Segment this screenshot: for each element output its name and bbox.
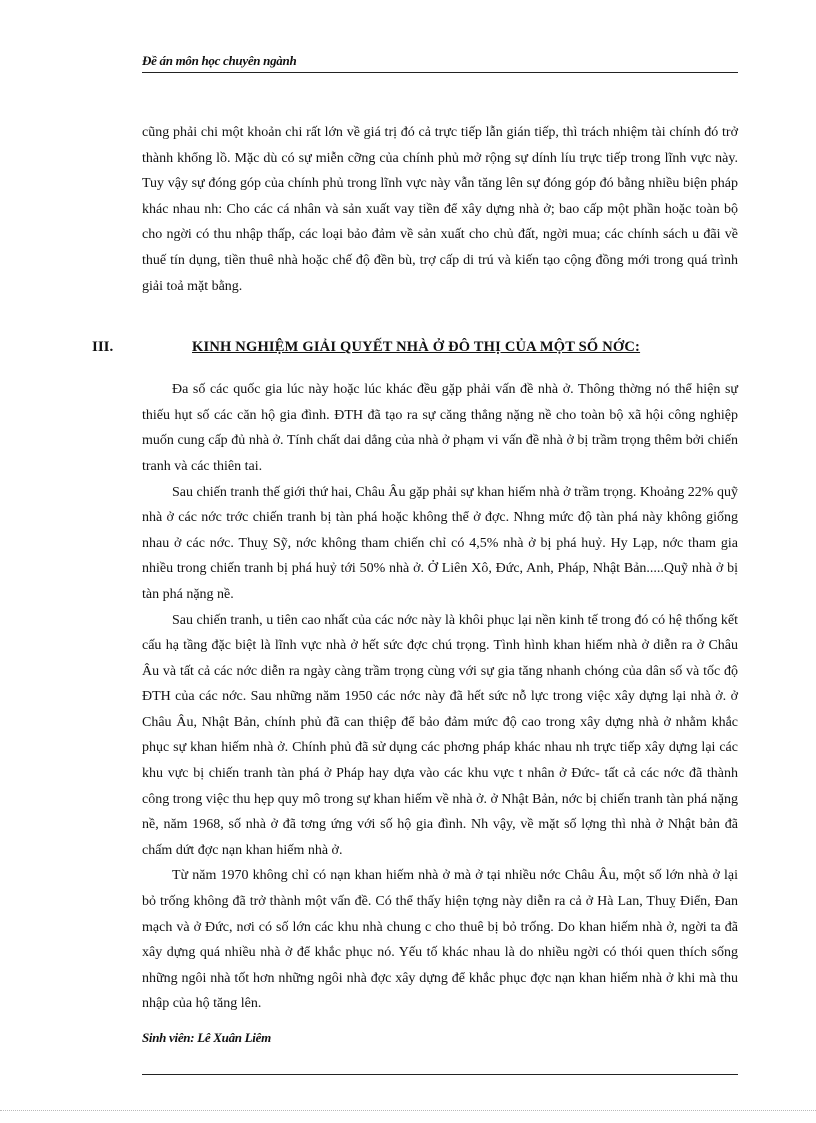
document-body [92, 120, 738, 1017]
section-heading [92, 331, 738, 371]
body-paragraph: Từ năm 1970 không chỉ có nạn khan hiếm nhà ở mà ở tại nhiều nớc Châu Âu, một số lớn nhà ở lại bỏ trống không đã trở thành một vấn đề. Có thể thấy hiện tợng này diễn ra cả ở Hà Lan, Thuỵ Điển, Đan mạch và ở Đức, nơi có số lớn các khu nhà chung c cho thuê bị bỏ trống. Do khan hiếm nhà ở, ngời ta đã xây dựng quá nhiều nhà ở để khắc phục nó. Yếu tố khác nhau là do nhiều ngời có thói quen thích sống những ngôi nhà tốt hơn những ngôi nhà đợc xây dựng để khắc phục đợc nạn khan hiếm nhà ở khi mà thu nhập của hộ tăng lên. [142, 868, 738, 1012]
section-number: III. [92, 339, 114, 356]
body-paragraph: Đa số các quốc gia lúc này hoặc lúc khác đều gặp phải vấn đề nhà ở. Thông thờng nó thể hiện sự thiếu hụt số các căn hộ gia đình. ĐTH đã tạo ra sự căng thẳng nặng nề cho toàn bộ xã hội công nghiệp muốn cung cấp đủ nhà ở. Tính chất dai dẳng của nhà ở phạm vi vấn đề nhà ở bị trầm trọng thêm bởi chiến tranh và các thiên tai. [142, 382, 738, 474]
page-bottom-divider [0, 1110, 816, 1111]
header-title: Đề án môn học chuyên ngành [142, 53, 297, 68]
page-footer [142, 1030, 738, 1075]
body-paragraph: Sau chiến tranh, u tiên cao nhất của các nớc này là khôi phục lại nền kinh tế trong đó có hệ thống kết cấu hạ tầng đặc biệt là lĩnh vực nhà ở hết sức đợc chú trọng. Tình hình khan hiếm nhà ở diễn ra ở Châu Âu và tất cả các nớc diễn ra ngày càng trầm trọng cùng với sự gia tăng nhanh chóng của dân số và tốc độ ĐTH của các nớc. Sau những năm 1950 các nớc này đã hết sức nỗ lực trong việc xây dựng lại nhà ở. ở Châu Âu, Nhật Bản, chính phủ đã can thiệp để bảo đảm mức độ cao trong xây dựng nhà ở nhằm khắc phục sự khan hiếm nhà ở. Chính phủ đã sử dụng các phơng pháp khác nhau nh trực tiếp xây dựng lại các khu vực bị chiến tranh tàn phá ở Pháp hay dựa vào các khu vực t nhân ở Đức- tất cả các nớc đã thành công trong việc thu hẹp quy mô trong sự khan hiếm về nhà ở. ở Nhật Bản, nớc bị chiến tranh tàn phá nặng nề, năm 1968, số nhà ở đã tơng ứng với số hộ gia đình. Nh vậy, về mặt số lợng thì nhà ở Nhật bản đã chấm dứt đợc nạn khan hiếm nhà ở. [142, 612, 738, 858]
section-title: KINH NGHIỆM GIẢI QUYẾT NHÀ Ở ĐÔ THỊ CỦA MỘT SỐ NỚC: [192, 339, 641, 356]
intro-paragraph: cũng phải chi một khoản chi rất lớn về giá trị đó cả trực tiếp lẫn gián tiếp, thì trách nhiệm tài chính đó trở thành khổng lồ. Mặc dù có sự miễn cỡng của chính phủ mở rộng sự dính líu trực tiếp trong lĩnh vực này. Tuy vậy sự đóng góp của chính phủ trong lĩnh vực này vẫn tăng lên sự đóng góp đó bằng nhiều biện pháp khác nhau nh: Cho các cá nhân và sản xuất vay tiền để xây dựng nhà ở; bao cấp một phần hoặc toàn bộ cho ngời có thu nhập thấp, các loại bảo đảm về sản xuất cho chủ đất, ngời mua; các chính sách u đãi về thuế tín dụng, tiền thuê nhà hoặc chế độ đền bù, trợ cấp di trú và kiến tạo cộng đồng mới trong quá trình giải toả mặt bằng. [142, 125, 738, 294]
footer-author: Sinh viên: Lê Xuân Liêm [142, 1030, 271, 1045]
page-header [142, 48, 738, 73]
body-paragraph: Sau chiến tranh thế giới thứ hai, Châu Âu gặp phải sự khan hiếm nhà ở trầm trọng. Khoảng 22% quỹ nhà ở các nớc trớc chiến tranh bị tàn phá hoặc không thể ở đợc. Nhng mức độ tàn phá này không giống nhau ở các nớc. Thuỵ Sỹ, nớc không tham chiến chỉ có 4,5% nhà ở bị phá huỷ. Hy Lạp, nớc tham gia nhiều trong chiến tranh bị phá huỷ tới 50% nhà ở. Ở Liên Xô, Đức, Anh, Pháp, Nhật Bản.....Quỹ nhà ở bị tàn phá nặng nề. [142, 484, 738, 602]
